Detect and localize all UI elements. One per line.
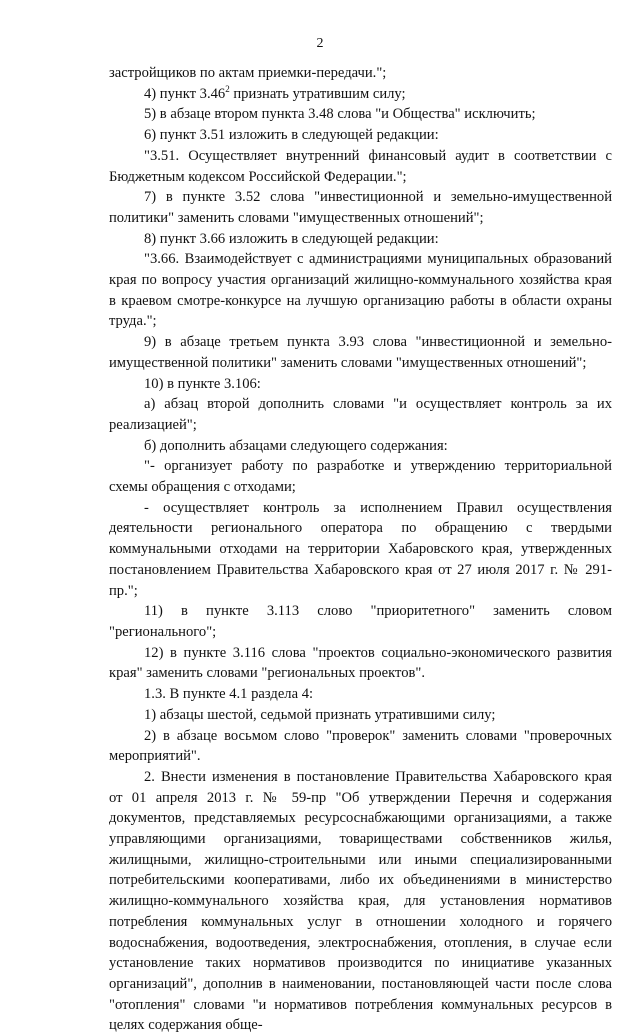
paragraph-item-8: 8) пункт 3.66 изложить в следующей редакции: [144,230,439,247]
paragraph-quote-3-66: "3.66. Взаимодействует с администрациями муниципальных образований края по вопросу участия организаций жилищно-коммунального хозяйства края в краевом смотре-конкурсе на лучшую организацию работы в области охраны труда."; [109,251,612,330]
paragraph-item-4-rest: признать утратившим силу; [229,85,406,102]
paragraph-item-5: 5) в абзаце втором пункта 3.48 слова "и Общества" исключить; [144,106,536,123]
paragraph-continuation: застройщиков по актам приемки-передачи."; [109,65,387,81]
paragraph-section-2: 2. Внести изменения в постановление Правительства Хабаровского края от 01 апреля 2013 г. № 59-пр "Об утверждении Перечня и содержания документов, представляемых ресурсоснабжающими организациями, а также управляющими организациями, товариществами собственников жилья, жилищными, жилищно-строительными или иными специализированными потребительскими кооперативами, либо их объединениями в министерство жилищно-коммунального хозяйства края, для установления нормативов потребления коммунальных услуг в отношении холодного и горячего водоснабжения, водоотведения, электроснабжения, отопления, в случае если установление таких нормативов производится по инициативе указанных организаций", дополнив в наименовании, постановляющей части после слова "отопления" словами "и нормативов потребления коммунальных ресурсов в целях содержания обще- [109,768,612,1034]
paragraph-quote-3-51: "3.51. Осуществляет внутренний финансовый аудит в соответствии с Бюджетным кодексом Российской Федерации."; [109,147,612,185]
paragraph-item-10b: б) дополнить абзацами следующего содержания: [144,437,448,454]
paragraph-section-1-3-item-2: 2) в абзаце восьмом слово "проверок" заменить словами "проверочных мероприятий". [109,727,612,765]
paragraph-item-4-text: 4) пункт 3.46 [144,85,226,102]
page-number: 2 [316,36,324,51]
paragraph-item-10: 10) в пункте 3.106: [144,375,261,392]
paragraph-item-10a: а) абзац второй дополнить словами "и осуществляет контроль за их реализацией"; [109,396,612,433]
paragraph-item-4 [109,84,612,105]
paragraph-item-6: 6) пункт 3.51 изложить в следующей редакции: [144,127,439,144]
paragraph-quote-control: - осуществляет контроль за исполнением Правил осуществления деятельности регионального оператора по обращению с твердыми коммунальными отходами на территории Хабаровского края, утвержденных постановлением Правительства Хабаровского края от 27 июля 2017 г. № 291-пр."; [109,499,612,599]
superscript: 2 [225,83,230,94]
paragraph-item-12: 12) в пункте 3.116 слова "проектов социально-экономического развития края" заменить словами "региональных проектов". [109,644,612,682]
paragraph-quote-waste-scheme: "- организует работу по разработке и утверждению территориальной схемы обращения с отходами; [109,458,612,496]
paragraph-item-9: 9) в абзаце третьем пункта 3.93 слова "инвестиционной и земельно-имущественной политики" заменить словами "имущественных отношений"; [109,334,612,371]
paragraph-section-1-3: 1.3. В пункте 4.1 раздела 4: [144,686,314,703]
paragraph-item-11: 11) в пункте 3.113 слово "приоритетного" заменить словом "регионального"; [109,603,612,640]
document-body [109,63,612,1036]
paragraph-section-1-3-item-1: 1) абзацы шестой, седьмой признать утратившими силу; [144,706,496,723]
paragraph-item-7: 7) в пункте 3.52 слова "инвестиционной и земельно-имущественной политики" заменить словами "имущественных отношений"; [109,189,612,226]
